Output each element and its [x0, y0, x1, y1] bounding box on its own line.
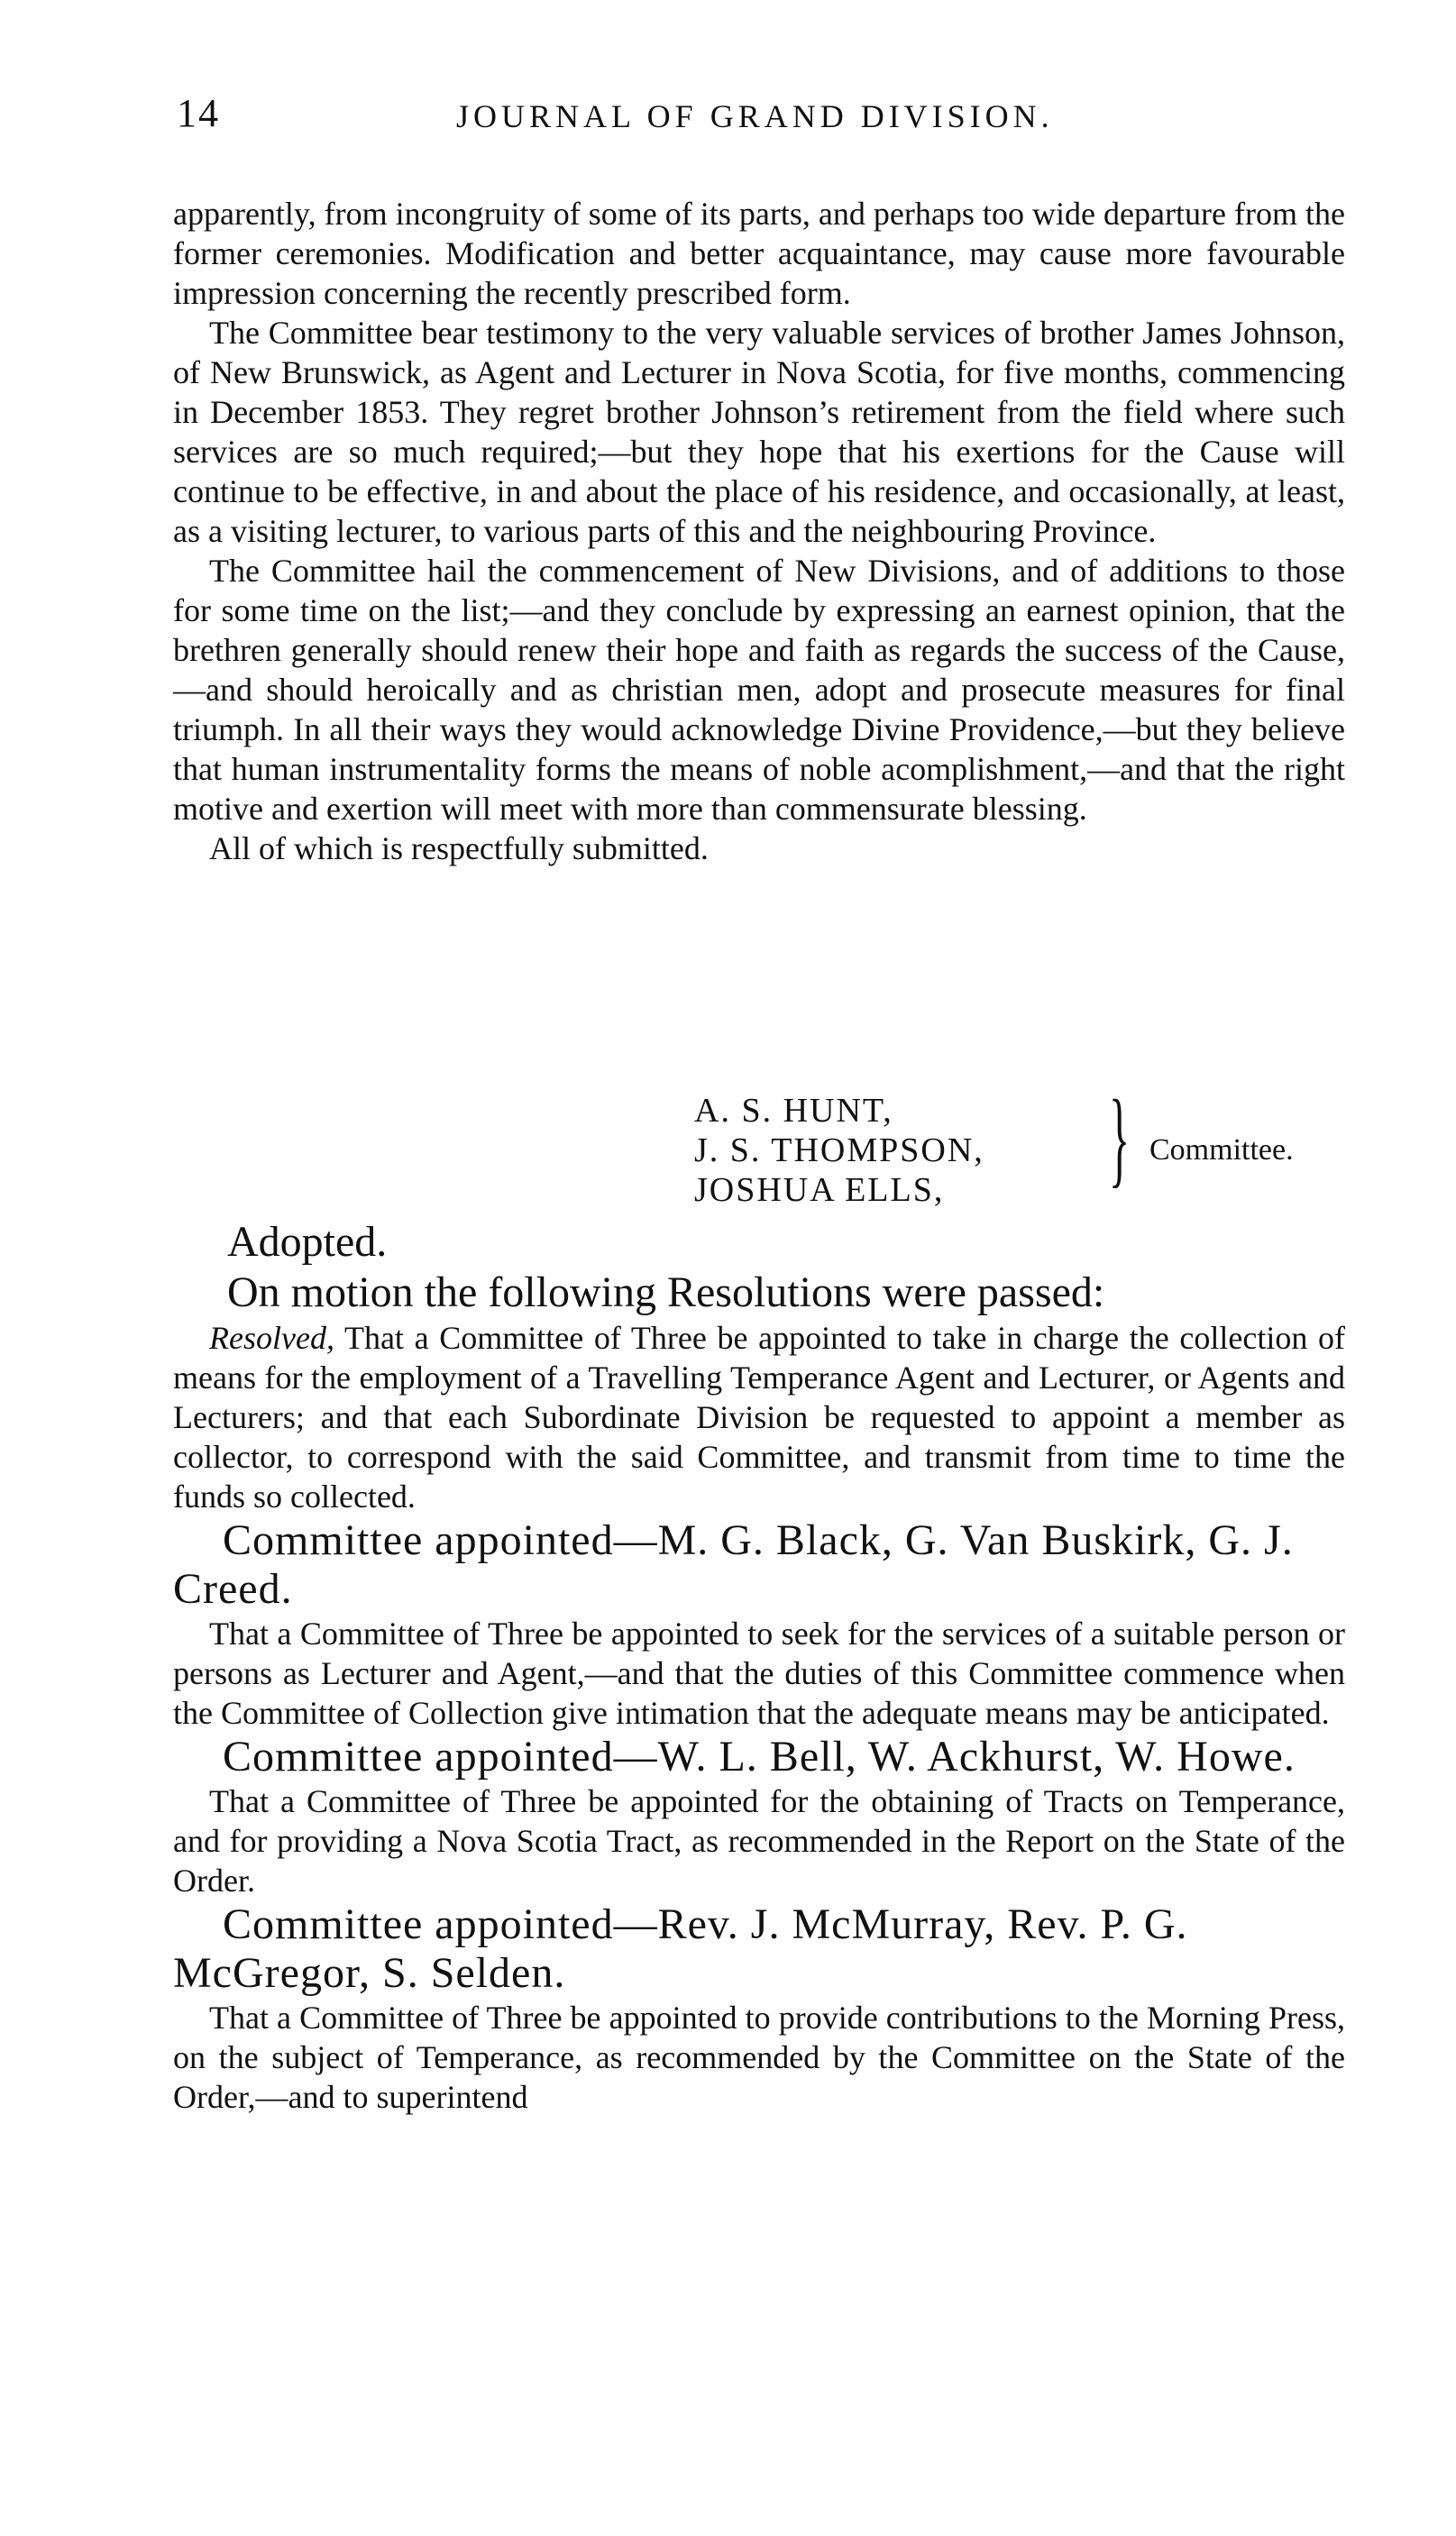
running-head: JOURNAL OF GRAND DIVISION.: [456, 98, 1054, 134]
paragraph-submitted: All of which is respectfully submitted.: [209, 830, 709, 866]
resolution-tracts: That a Committee of Three be appointed for the obtaining of Tracts on Temperance, and for providing a Nova Scotia Tract, as recommended in the Report on the State of the Order.: [173, 1783, 1345, 1899]
committee-appointed-tracts: Committee appointed—Rev. J. McMurray, Rev. P. G. McGregor, S. Selden.: [173, 1900, 1188, 1997]
committee-appointed-lecturer: Committee appointed—W. L. Bell, W. Ackhurst, W. Howe.: [223, 1733, 1296, 1781]
committee-appointed-collection: Committee appointed—M. G. Black, G. Van Buskirk, G. J. Creed.: [173, 1516, 1294, 1613]
page-number: 14: [177, 91, 220, 135]
adopted-heading: Adopted.: [227, 1218, 388, 1266]
page-header: [177, 90, 1331, 144]
signature-role: Committee.: [1149, 1133, 1294, 1167]
signatory-ells: JOSHUA ELLS,: [694, 1171, 945, 1209]
resolution-collection-text: That a Committee of Three be appointed to take in charge the collection of means for the employment of a Travelling Temperance Agent and Lecturer, or Agents and Lecturers; and that each Subordinate Division be requested to appoint a member as collector, to correspond with the said Committee, and transmit from time to time the funds so collected.: [173, 1320, 1345, 1515]
paragraph-new-divisions: The Committee hail the commencement of New Divisions, and of additions to those for some time on the list;—and they conclude by expressing an earnest opinion, that the brethren generally should renew their hope and faith as regards the success of the Cause,—and should heroically and as christian men, adopt and prosecute measures for final triumph. In all their ways they would acknowledge Divine Providence,—but they believe that human instrumentality forms the means of noble acomplishment,—and that the right motive and exertion will meet with more than commensurate blessing.: [173, 553, 1345, 827]
resolution-lecturer: That a Committee of Three be appointed to seek for the services of a suitable person or persons as Lecturer and Agent,—and that the duties of this Committee commence when the Committee of Collection give intimation that the adequate means may be anticipated.: [173, 1616, 1345, 1731]
signatory-hunt: A. S. HUNT,: [694, 1092, 893, 1130]
paragraph-continuation: apparently, from incongruity of some of its parts, and perhaps too wide departure from the former ceremonies. Modification and better acquaintance, may cause more favourable impression concerning the recently prescribed form.: [173, 196, 1345, 311]
signatory-names: [694, 1091, 984, 1210]
resolutions-section: [173, 1217, 1345, 2117]
resolution-morning-press: That a Committee of Three be appointed to provide contributions to the Morning Press, on the subject of Temperance, as recommended by the Committee on the State of the Order,—and to superintend: [173, 2000, 1345, 2115]
signature-block: [694, 1077, 1343, 1213]
brace-mark: }: [1109, 1077, 1131, 1197]
signatory-thompson: J. S. THOMPSON,: [694, 1131, 984, 1169]
committee-report-text: [173, 194, 1345, 868]
motion-heading: On motion the following Resolutions were passed:: [227, 1268, 1105, 1316]
resolved-label: Resolved,: [209, 1320, 334, 1356]
paragraph-johnson-services: The Committee bear testimony to the very valuable services of brother James Johnson, of New Brunswick, as Agent and Lecturer in Nova Scotia, for five months, commencing in December 1853. They regret brother Johnson’s retirement from the field where such services are so much required;—but they hope that his exertions for the Cause will continue to be effective, in and about the place of his residence, and occasionally, at least, as a visiting lecturer, to various parts of this and the neighbouring Province.: [173, 315, 1345, 549]
resolution-collection: [173, 1318, 1345, 1516]
